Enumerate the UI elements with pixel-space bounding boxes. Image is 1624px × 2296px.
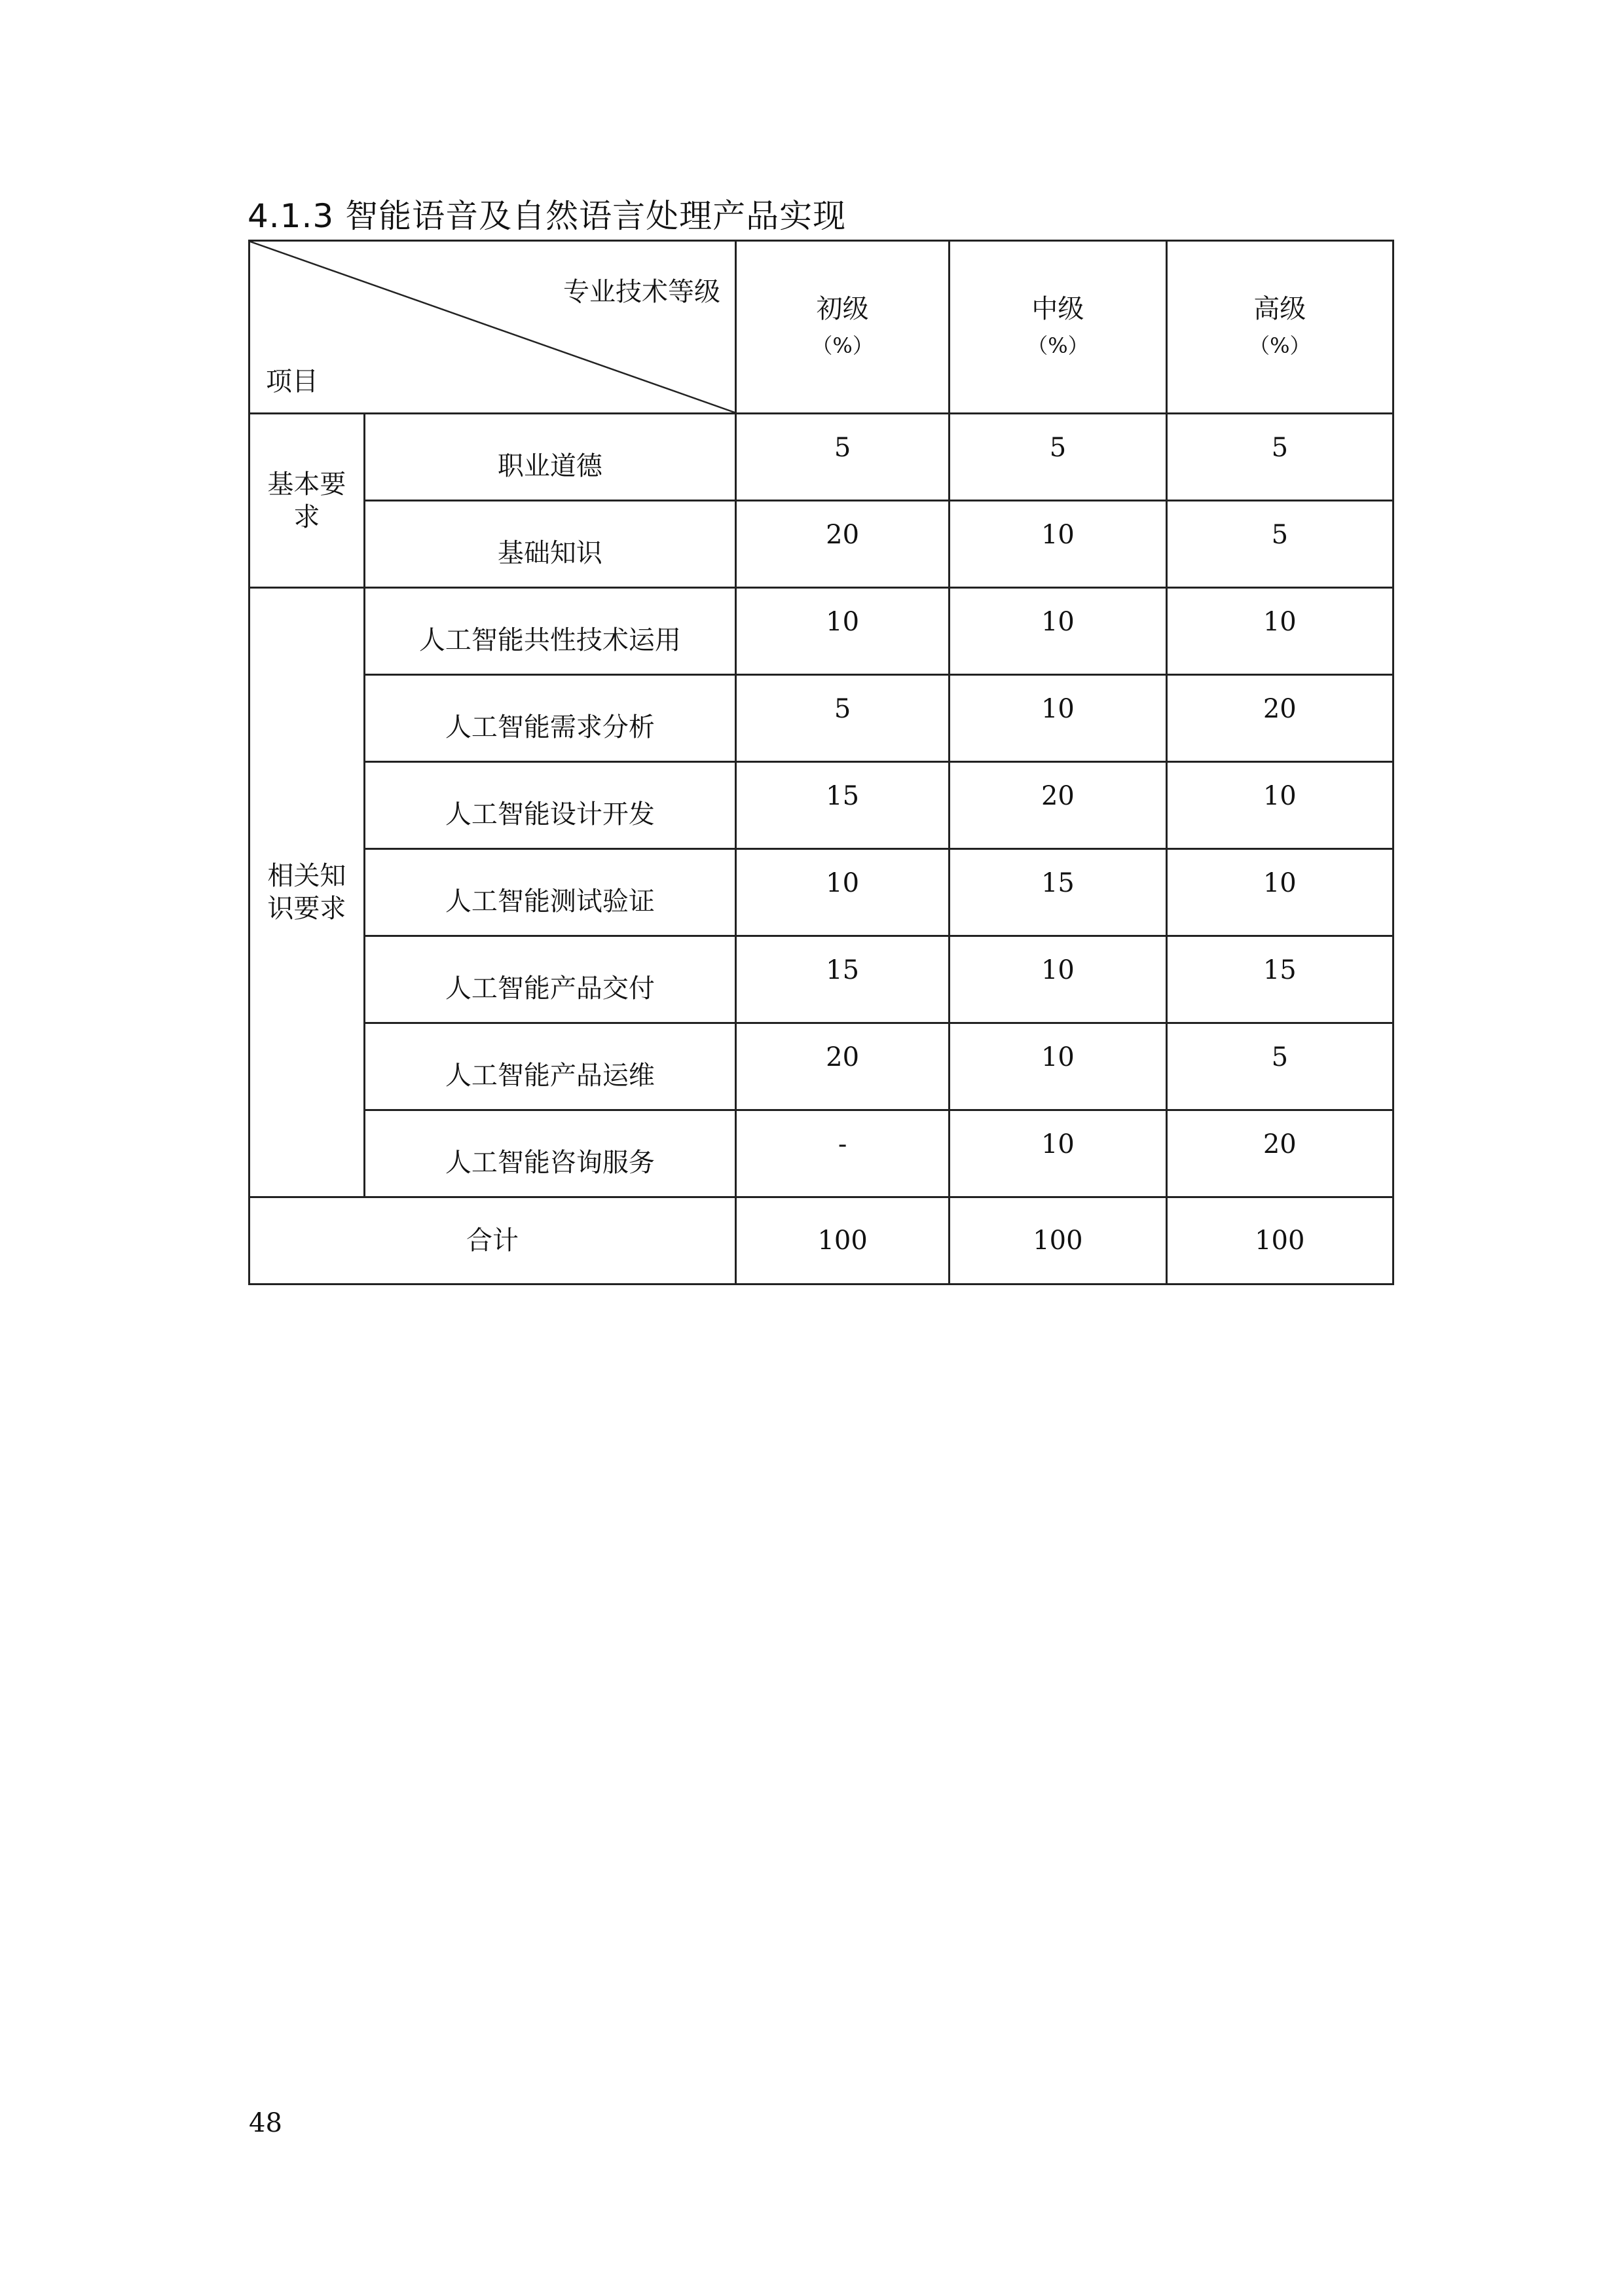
value-cell: 10 — [735, 849, 949, 936]
level-unit: （%） — [1249, 333, 1311, 358]
total-value: 100 — [1166, 1197, 1393, 1285]
value-cell: 20 — [950, 762, 1166, 849]
value-cell: 20 — [735, 501, 949, 588]
total-row — [249, 1197, 1393, 1285]
level-unit: （%） — [1027, 333, 1089, 358]
value-cell: 10 — [950, 675, 1166, 762]
value-cell: 10 — [950, 936, 1166, 1023]
diagonal-header-cell — [249, 241, 736, 414]
value-cell: 5 — [1166, 414, 1393, 501]
table-row — [249, 849, 1393, 936]
value-cell: 5 — [735, 414, 949, 501]
value-cell: 5 — [1166, 501, 1393, 588]
table-row — [249, 1110, 1393, 1197]
category-label: 基本要求 — [267, 469, 346, 532]
page-number: 48 — [249, 2108, 282, 2138]
level-header-senior — [1166, 241, 1393, 414]
value-cell: 10 — [1166, 762, 1393, 849]
value-cell: 15 — [1166, 936, 1393, 1023]
total-value: 100 — [735, 1197, 949, 1285]
item-cell: 人工智能产品交付 — [364, 936, 735, 1023]
value-cell: 20 — [1166, 675, 1393, 762]
table-row — [249, 936, 1393, 1023]
value-cell: 10 — [1166, 849, 1393, 936]
diagonal-line — [250, 242, 735, 412]
item-cell: 基础知识 — [364, 501, 735, 588]
requirements-table — [248, 240, 1394, 1285]
table-row — [249, 1023, 1393, 1110]
level-axis-label: 专业技术等级 — [563, 277, 720, 307]
table-row — [249, 675, 1393, 762]
table-row — [249, 501, 1393, 588]
value-cell: 10 — [950, 588, 1166, 675]
item-axis-label: 项目 — [266, 367, 318, 397]
value-cell: 5 — [735, 675, 949, 762]
value-cell: 15 — [950, 849, 1166, 936]
value-cell: 5 — [950, 414, 1166, 501]
item-cell: 人工智能设计开发 — [364, 762, 735, 849]
total-value: 100 — [950, 1197, 1166, 1285]
value-cell: 15 — [735, 936, 949, 1023]
table-row — [249, 414, 1393, 501]
level-name: 中级 — [1031, 293, 1084, 324]
value-cell: 5 — [1166, 1023, 1393, 1110]
value-cell: 10 — [1166, 588, 1393, 675]
value-cell: 20 — [1166, 1110, 1393, 1197]
item-cell: 人工智能共性技术运用 — [364, 588, 735, 675]
item-cell: 职业道德 — [364, 414, 735, 501]
item-cell: 人工智能产品运维 — [364, 1023, 735, 1110]
table-header-row — [249, 241, 1393, 414]
level-unit: （%） — [811, 333, 874, 358]
value-cell: 20 — [735, 1023, 949, 1110]
value-cell: 10 — [950, 501, 1166, 588]
item-cell: 人工智能需求分析 — [364, 675, 735, 762]
value-cell: - — [735, 1110, 949, 1197]
level-header-intermediate — [950, 241, 1166, 414]
category-cell — [249, 414, 365, 588]
table-row — [249, 588, 1393, 675]
category-cell — [249, 588, 365, 1197]
section-title: 4.1.3 智能语音及自然语言处理产品实现 — [248, 197, 847, 235]
table-row — [249, 762, 1393, 849]
value-cell: 10 — [735, 588, 949, 675]
item-cell: 人工智能咨询服务 — [364, 1110, 735, 1197]
value-cell: 10 — [950, 1110, 1166, 1197]
category-label: 相关知识要求 — [267, 861, 346, 924]
value-cell: 15 — [735, 762, 949, 849]
level-name: 初级 — [816, 293, 869, 324]
item-cell: 人工智能测试验证 — [364, 849, 735, 936]
level-name: 高级 — [1253, 293, 1306, 324]
total-label: 合计 — [249, 1197, 736, 1285]
value-cell: 10 — [950, 1023, 1166, 1110]
level-header-junior — [735, 241, 949, 414]
